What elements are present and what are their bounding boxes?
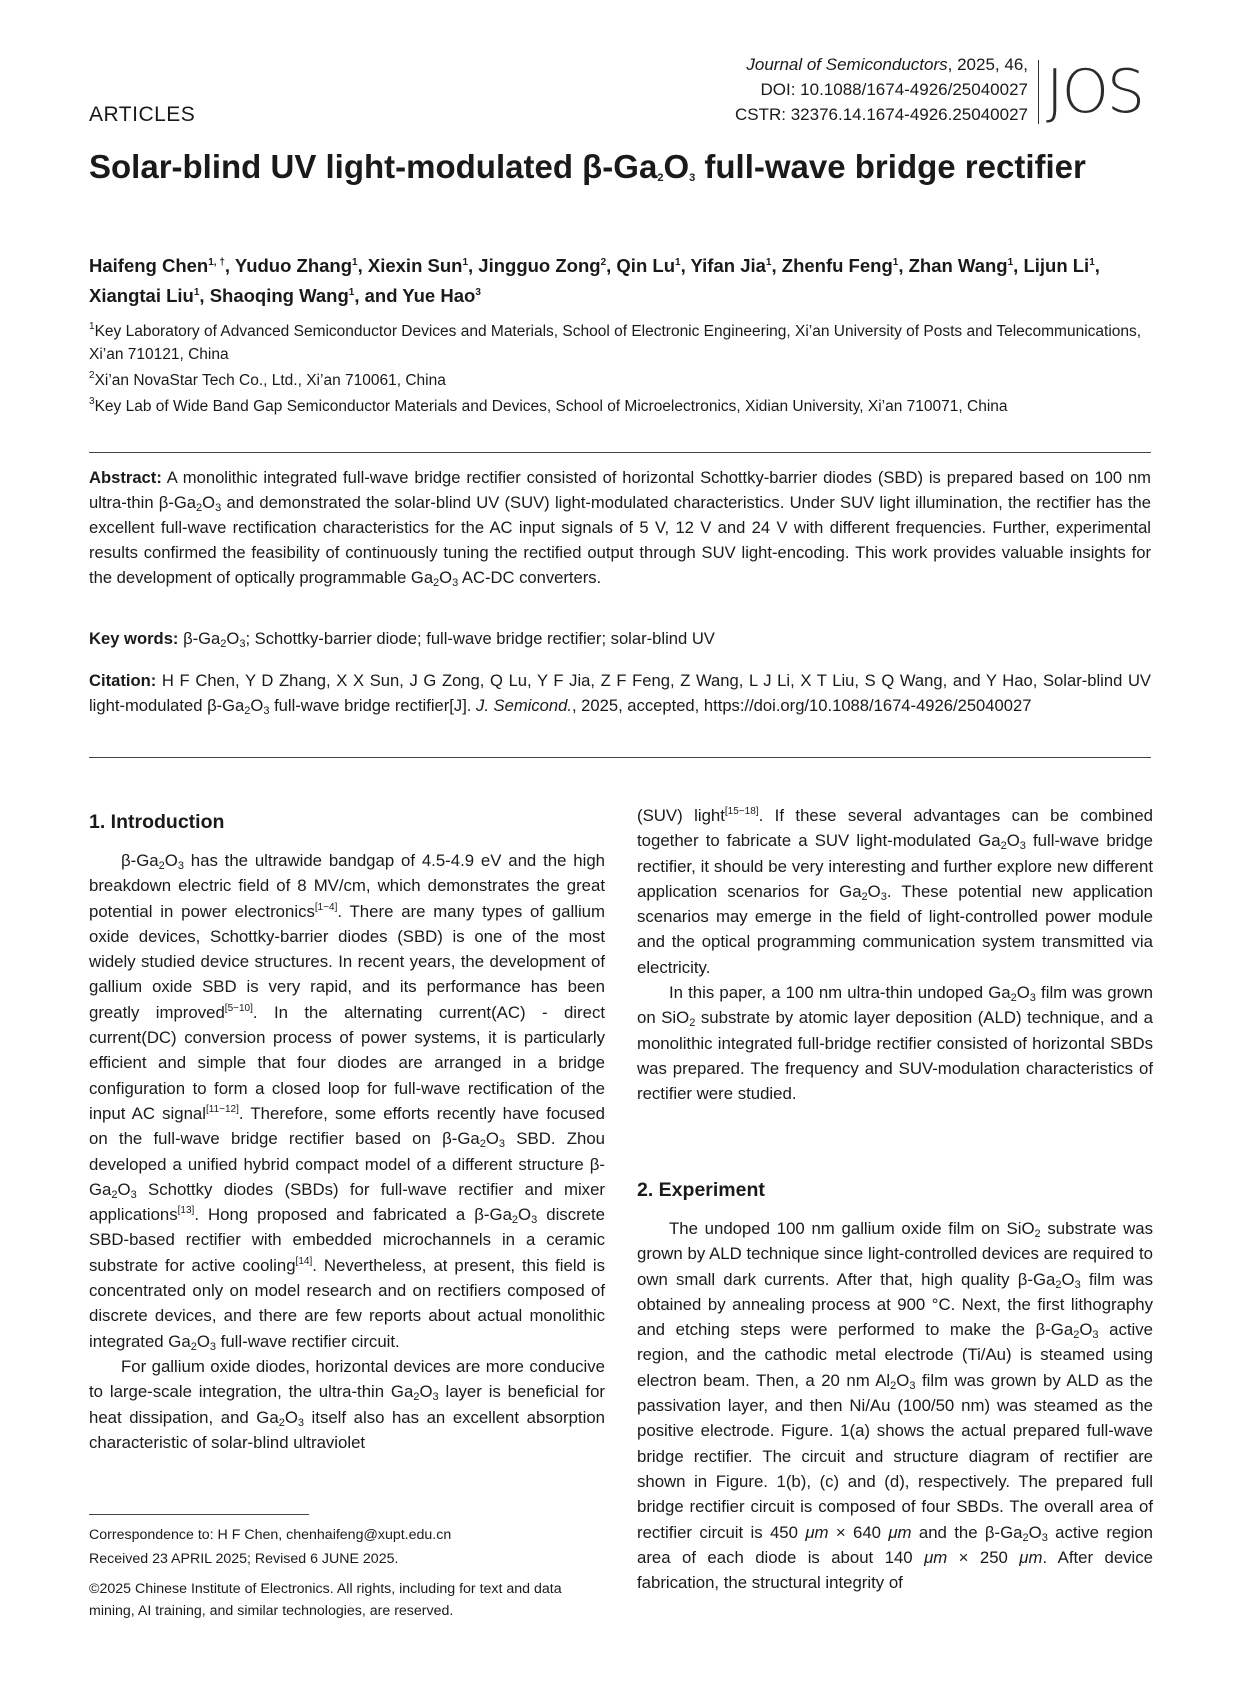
correspondence-note: Correspondence to: H F Chen, chenhaifeng@xupt.edu.cn <box>89 1527 452 1543</box>
journal-info <box>712 52 1028 127</box>
affiliation: $^2$Xi’an NovaStar Tech Co., Ltd., Xi’an 710061, China <box>89 370 446 389</box>
abstract: Abstract: A monolithic integrated full-wave bridge rectifier consisted of horizontal Schottky-barrier diodes (SBD) is prepared based on 100 nm ultra-thin $\beta-Ga_2O_3$ and demonstrated the solar-blind UV (SUV) light-modulated characteristics. Under SUV light illumination, the rectifier has the excellent full-wave rectification characteristics for the AC input signals of 5 V, 12 V and 24 V with different frequencies. Further, experimental results confirmed the feasibility of continuously tuning the rectified output through SUV light-encoding. This work provides valuable insights for the development of optically programmable $Ga_2O_3$ AC-DC converters. <box>89 468 1151 589</box>
paragraph: The undoped 100 nm gallium oxide film on SiO$_2$ substrate was grown by ALD technique since light-controlled devices are required to own small dark currents. After that, high quality $\beta-Ga_2O_3$ film was obtained by annealing process at 900 °C. Next, the first lithography and etching steps were performed to make the $\beta-Ga_2O_3$ active region, and the cathodic metal electrode (Ti/Au) is steamed using electron beam. Then, a 20 nm $Al_2O_3$ film was grown by ALD as the passivation layer, and then Ni/Au (100/50 nm) was steamed as the positive electrode. Figure. 1(a) shows the actual prepared full-wave bridge rectifier. The circuit and structure diagram of rectifier are shown in Figure. 1(b), (c) and (d), respectively. The prepared full bridge rectifier circuit is composed of four SBDs. The overall area of rectifier circuit is 450 μm × 640 μm and the $\beta-Ga_2O_3$ active region area of each diode is about 140 μm × 250 μm. After device fabrication, the structural integrity of <box>637 1219 1153 1593</box>
author: Shaoqing Wang$^1$ <box>209 285 355 306</box>
section-heading-experiment: 2. Experiment <box>637 1179 765 1201</box>
doi: DOI: 10.1088/1674-4926/25040027 <box>760 80 1028 99</box>
author-list: Haifeng Chen$^{1, \dagger}$, Yuduo Zhang$^1$, Xiexin Sun$^1$, Jingguo Zong$^2$, Qin Lu$^1$, Yifan Jia$^1$, Zhenfu Feng$^1$, Zhan Wang$^1$, Lijun Li$^1$, Xiangtai Liu$^1$, Shaoqing Wang$^1$, and Yue Hao$^3$ <box>89 255 1100 306</box>
affiliation: $^3$Key Lab of Wide Band Gap Semiconductor Materials and Devices, School of Microelectronics, Xidian University, Xi’an 710071, China <box>89 396 1008 415</box>
cstr: CSTR: 32376.14.1674-4926.25040027 <box>734 105 1028 124</box>
experiment-body <box>637 1216 1153 1595</box>
author: Zhan Wang$^1$ <box>908 255 1014 276</box>
journal-name: Journal of Semiconductors <box>746 55 948 74</box>
author: Jingguo Zong$^2$ <box>478 255 607 276</box>
author: Haifeng Chen$^{1, \dagger}$ <box>89 255 225 276</box>
author: Zhenfu Feng$^1$ <box>781 255 899 276</box>
divider <box>89 757 1151 758</box>
introduction-continued <box>637 803 1153 1107</box>
logo-divider <box>1038 60 1039 124</box>
author: Yifan Jia$^1$ <box>690 255 772 276</box>
paper-title: Solar-blind UV light-modulated $\beta-Ga_2O_3$ full-wave bridge rectifier <box>89 148 1086 185</box>
journal-volume: , 2025, 46, <box>947 55 1028 74</box>
keywords: Key words: $\beta-Ga_2O_3$; Schottky-barrier diode; full-wave bridge rectifier; solar-blind UV <box>89 629 715 650</box>
affiliation: $^1$Key Laboratory of Advanced Semiconductor Devices and Materials, School of Electronic Engineering, Xi’an University of Posts and Telecommunications, Xi’an 710121, China <box>89 321 1142 363</box>
paragraph: $\beta-Ga_2O_3$ has the ultrawide bandgap of 4.5-4.9 eV and the high breakdown electric field of 8 MV/cm, which demonstrates the great potential in power electronics[1−4]. There are many types of gallium oxide devices, Schottky-barrier diodes (SBD) is one of the most widely studied device structures. In recent years, the development of gallium oxide SBD is very rapid, and its performance has been greatly improved[5−10]. In the alternating current(AC) - direct current(DC) conversion process of power systems, it is particularly efficient and simple that four diodes are arranged in a bridge configuration to form a closed loop for full-wave rectification of the input AC signal[11−12]. Therefore, some efforts recently have focused on the full-wave bridge rectifier based on $\beta-Ga_2O_3$ SBD. Zhou developed a unified hybrid compact model of a different structure $\beta-Ga_2O_3$ Schottky diodes (SBDs) for full-wave rectifier and mixer applications[13]. Hong proposed and fabricated a $\beta-Ga_2O_3$ discrete SBD-based rectifier with embedded microchannels in a ceramic substrate for active cooling[14]. Nevertheless, at present, this field is concentrated only on model research and on rectifiers composed of discrete devices, and there are few reports about actual monolithic integrated $Ga_2O_3$ full-wave rectifier circuit. <box>89 851 606 1353</box>
received-date-note: Received 23 APRIL 2025; Revised 6 JUNE 2025. <box>89 1551 399 1567</box>
author: Lijun Li$^1$ <box>1023 255 1095 276</box>
author: Xiangtai Liu$^1$ <box>89 285 200 306</box>
author: Xiexin Sun$^1$ <box>367 255 469 276</box>
footnote-divider <box>89 1514 309 1515</box>
paragraph: In this paper, a 100 nm ultra-thin undoped $Ga_2O_3$ film was grown on SiO$_2$ substrate by atomic layer deposition (ALD) technique, and a monolithic integrated full-bridge rectifier consisted of horizontal SBDs was prepared. The frequency and SUV-modulation characteristics of rectifier were studied. <box>637 983 1153 1104</box>
citation: Citation: H F Chen, Y D Zhang, X X Sun, J G Zong, Q Lu, Y F Jia, Z F Feng, Z Wang, L J Li, X T Liu, S Q Wang, and Y Hao, Solar-blind UV light-modulated $\beta-Ga_2O_3$ full-wave bridge rectifier[J]. J. Semicond., 2025, accepted, https://doi.org/10.1088/1674-4926/25040027 <box>89 671 1151 717</box>
divider <box>89 452 1151 453</box>
paragraph: For gallium oxide diodes, horizontal devices are more conducive to large-scale integration, the ultra-thin $Ga_2O_3$ layer is beneficial for heat dissipation, and $Ga_2O_3$ itself also has an excellent absorption characteristic of solar-blind ultraviolet <box>89 1356 605 1452</box>
section-heading-introduction: 1. Introduction <box>89 811 225 833</box>
introduction-body <box>89 848 605 1455</box>
section-label: ARTICLES <box>89 103 196 126</box>
copyright-note: ©2025 Chinese Institute of Electronics. All rights, including for text and data mining, AI training, and similar technologies, are reserved. <box>89 1581 562 1619</box>
author: and Yue Hao$^3$ <box>364 285 481 306</box>
author: Yuduo Zhang$^1$ <box>234 255 358 276</box>
author: Qin Lu$^1$ <box>616 255 681 276</box>
jos-logo: JOS <box>1046 57 1144 127</box>
paragraph: (SUV) light[15−18]. If these several advantages can be combined together to fabricate a SUV light-modulated $Ga_2O_3$ full-wave bridge rectifier, it should be very interesting and further explore new different application scenarios for $Ga_2O_3$. These potential new application scenarios may emerge in the field of light-controlled power module and the optical programming communication system transmitted via electricity. <box>637 806 1154 977</box>
